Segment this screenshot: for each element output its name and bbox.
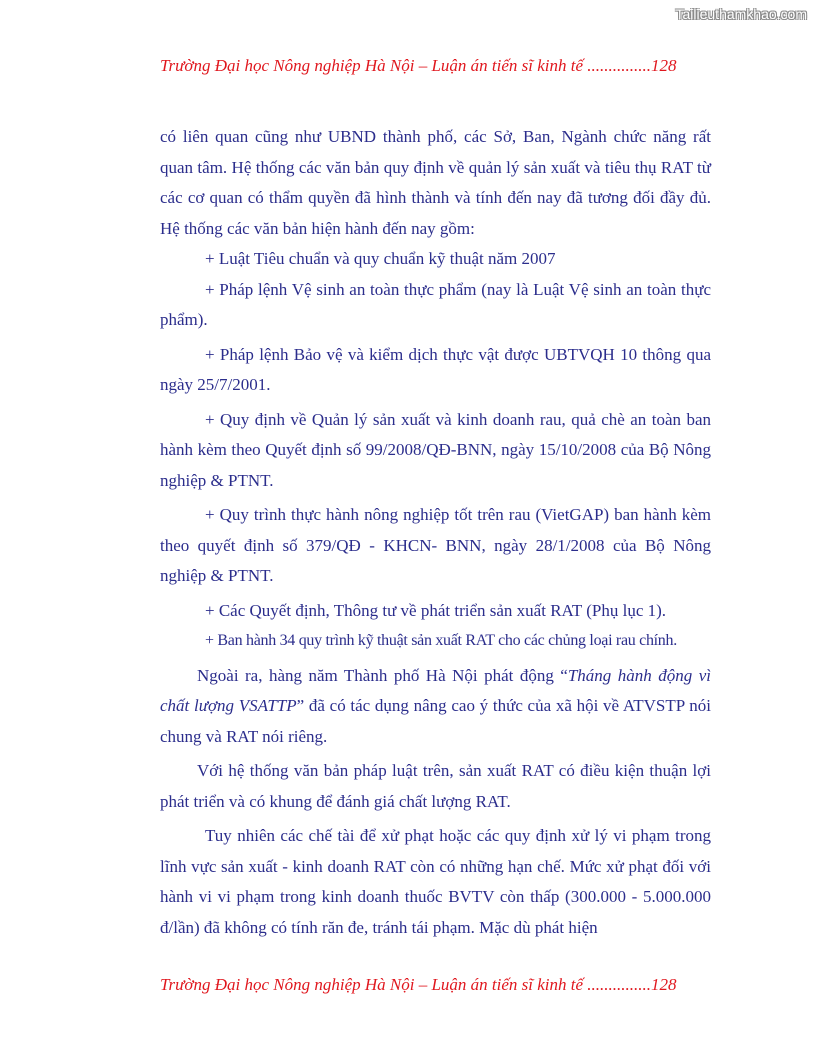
paragraph: Với hệ thống văn bản pháp luật trên, sản xuất RAT có điều kiện thuận lợi phát triển và có khung để đánh giá chất lượng RAT. xyxy=(160,761,711,811)
list-item: + Các Quyết định, Thông tư về phát triển sản xuất RAT (Phụ lục 1). xyxy=(205,600,667,620)
list-item: + Pháp lệnh Vệ sinh an toàn thực phẩm (nay là Luật Vệ sinh an toàn thực phẩm). xyxy=(160,279,711,329)
list-item: + Pháp lệnh Bảo vệ và kiểm dịch thực vật được UBTVQH 10 thông qua ngày 25/7/2001. xyxy=(160,344,711,394)
page-body xyxy=(160,122,711,943)
paragraph-text: ” đã có tác dụng nâng cao ý thức của xã hội về ATVSTP nói chung và RAT nói riêng. xyxy=(160,696,711,746)
paragraph-text: Ngoài ra, hàng năm Thành phố Hà Nội phát động “ xyxy=(197,665,568,685)
list-item: + Ban hành 34 quy trình kỹ thuật sản xuất RAT cho các chủng loại rau chính. xyxy=(205,632,677,649)
paragraph: Tuy nhiên các chế tài để xử phạt hoặc các quy định xử lý vi phạm trong lĩnh vực sản xuất - kinh doanh RAT còn có những hạn chế. Mức xử phạt đối với hành vi vi phạm trong kinh doanh thuốc BVTV còn thấp (300.000 - 5.000.000 đ/lần) đã không có tính răn đe, tránh tái phạm. Mặc dù phát hiện xyxy=(160,826,711,937)
list-item: + Quy trình thực hành nông nghiệp tốt trên rau (VietGAP) ban hành kèm theo quyết định số 379/QĐ - KHCN- BNN, ngày 28/1/2008 của Bộ Nông nghiệp & PTNT. xyxy=(160,505,711,585)
paragraph: có liên quan cũng như UBND thành phố, các Sở, Ban, Ngành chức năng rất quan tâm. Hệ thống các văn bản quy định về quản lý sản xuất và tiêu thụ RAT từ các cơ quan có thẩm quyền đã hình thành và tính đến nay đã tương đối đầy đủ. Hệ thống các văn bản hiện hành đến nay gồm: xyxy=(160,127,711,238)
watermark: Tailieuthamkhao.com xyxy=(675,6,807,22)
list-item: + Quy định về Quản lý sản xuất và kinh doanh rau, quả chè an toàn ban hành kèm theo Quyết định số 99/2008/QĐ-BNN, ngày 15/10/2008 của Bộ Nông nghiệp & PTNT. xyxy=(160,409,711,490)
page-header: Trường Đại học Nông nghiệp Hà Nội – Luận án tiến sĩ kinh tế ...............128 xyxy=(160,56,677,75)
campaign-name: Tháng hành động vì chất lượng VSATTP xyxy=(160,665,711,715)
list-item: + Luật Tiêu chuẩn và quy chuẩn kỹ thuật năm 2007 xyxy=(205,249,556,268)
paragraph xyxy=(160,661,711,753)
page-footer: Trường Đại học Nông nghiệp Hà Nội – Luận án tiến sĩ kinh tế ...............128 xyxy=(160,975,677,994)
